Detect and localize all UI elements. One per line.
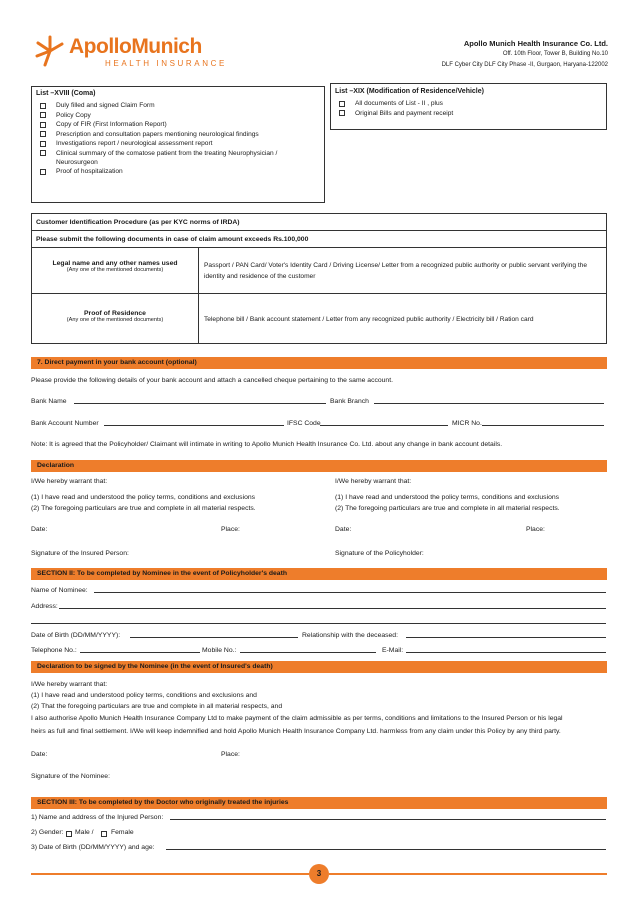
nominee-name-label: Name of Nominee: bbox=[31, 587, 88, 594]
policyholder-signature-label: Signature of the Policyholder: bbox=[335, 550, 424, 557]
ifsc-label: IFSC Code bbox=[287, 420, 321, 427]
company-address bbox=[442, 38, 608, 71]
nominee-item2: (2) That the foregoing particulars are true and complete in all material respects, and bbox=[31, 703, 283, 710]
email-label: E-Mail: bbox=[382, 647, 404, 654]
nominee-address-field-2[interactable] bbox=[31, 623, 606, 624]
nominee-address-field[interactable] bbox=[59, 608, 606, 609]
female-checkbox[interactable] bbox=[101, 831, 107, 837]
micr-field[interactable] bbox=[482, 425, 604, 426]
insured-signature-label: Signature of the Insured Person: bbox=[31, 550, 129, 557]
address-line-2: DLF Cyber City DLF City Phase -II, Gurgaon, Haryana-122002 bbox=[441, 62, 608, 68]
mobile-label: Mobile No.: bbox=[202, 647, 237, 654]
nominee-place-label: Place: bbox=[221, 751, 240, 758]
checklist-item: All documents of List - II , plus bbox=[339, 99, 602, 108]
declaration-item1-left: (1) I have read and understood the policy terms, conditions and exclusions bbox=[31, 494, 256, 501]
checklist-item: Clinical summary of the comatose patient from the treating Neurophysician / Neurosurgeon bbox=[40, 149, 320, 167]
footer-rule-left bbox=[31, 873, 309, 875]
kyc-table bbox=[31, 213, 607, 344]
nominee-declaration-header: Declaration to be signed by the Nominee (in the event of Insured's death) bbox=[31, 661, 607, 673]
injured-dob-field[interactable] bbox=[166, 849, 606, 850]
injured-name-label: 1) Name and address of the Injured Person: bbox=[31, 814, 164, 821]
checkbox[interactable] bbox=[339, 101, 345, 107]
nominee-authorisation-line2: heirs as full and final settlement. I/We will keep indemnified and hold Apollo Munich Health Insurance Company Ltd. harmless from any claim under this Policy by any third party. bbox=[31, 728, 561, 735]
declaration-warrant-left: I/We hereby warrant that: bbox=[31, 478, 108, 485]
checklist-item: Investigations report / neurological assessment report bbox=[40, 139, 320, 148]
telephone-field[interactable] bbox=[80, 652, 200, 653]
company-logo bbox=[33, 34, 233, 68]
footer-rule-right bbox=[329, 873, 607, 875]
gender-label: 2) Gender: bbox=[31, 829, 64, 836]
bank-branch-label: Bank Branch bbox=[330, 398, 369, 405]
bank-name-label: Bank Name bbox=[31, 398, 67, 405]
nominee-name-field[interactable] bbox=[94, 592, 606, 593]
email-field[interactable] bbox=[406, 652, 606, 653]
nominee-dob-label: Date of Birth (DD/MM/YYYY): bbox=[31, 632, 121, 639]
checkbox[interactable] bbox=[40, 141, 46, 147]
place-label-left: Place: bbox=[221, 526, 240, 533]
injured-dob-label: 3) Date of Birth (DD/MM/YYYY) and age: bbox=[31, 844, 155, 851]
nominee-item1: (1) I have read and understood policy terms, conditions and exclusions and bbox=[31, 692, 257, 699]
kyc-row-residence bbox=[32, 294, 606, 344]
company-name: Apollo Munich Health Insurance Co. Ltd. bbox=[463, 39, 608, 48]
checkbox[interactable] bbox=[40, 169, 46, 175]
nominee-address-label: Address: bbox=[31, 603, 58, 610]
male-label: Male / bbox=[75, 829, 94, 836]
list-18-title: List –XVIII (Coma) bbox=[36, 90, 96, 97]
declaration-item2-right: (2) The foregoing particulars are true and complete in all material respects. bbox=[335, 505, 560, 512]
kyc-title: Customer Identification Procedure (as per KYC norms of IRDA) bbox=[32, 214, 606, 231]
kyc-residence-documents: Telephone bill / Bank account statement / Letter from any recognized public authority / Electricity bill / Ration card bbox=[204, 316, 534, 323]
list-19-box bbox=[330, 83, 607, 130]
male-checkbox[interactable] bbox=[66, 831, 72, 837]
checklist-item: Policy Copy bbox=[40, 111, 320, 120]
checklist-item: Original Bills and payment receipt bbox=[339, 109, 602, 118]
checklist-item: Duly filled and signed Claim Form bbox=[40, 101, 320, 110]
list-18-box bbox=[31, 86, 325, 203]
kyc-subtitle: Please submit the following documents in case of claim amount exceeds Rs.100,000 bbox=[32, 231, 606, 248]
telephone-label: Telephone No.: bbox=[31, 647, 77, 654]
mobile-field[interactable] bbox=[240, 652, 376, 653]
checkbox[interactable] bbox=[40, 112, 46, 118]
kyc-identity-documents: Passport / PAN Card/ Voter's Identity Card / Driving License/ Letter from a recognized public authority or public servant verifying the identity and residence of the customer bbox=[204, 262, 588, 280]
address-line-1: Off. 10th Floor, Tower B, Building No.10 bbox=[502, 51, 608, 57]
female-label: Female bbox=[111, 829, 134, 836]
nominee-authorisation-line1: I also authorise Apollo Munich Health Insurance Company Ltd to make payment of the claim admissible as per terms, conditions and limitations to the Insured Person or his legal bbox=[31, 715, 563, 722]
nominee-signature-label: Signature of the Nominee: bbox=[31, 773, 110, 780]
section-3-header: SECTION III: To be completed by the Doctor who originally treated the injuries bbox=[31, 797, 607, 809]
declaration-item2-left: (2) The foregoing particulars are true and complete in all material respects. bbox=[31, 505, 256, 512]
checkbox[interactable] bbox=[339, 110, 345, 116]
bank-branch-field[interactable] bbox=[374, 403, 604, 404]
nominee-dob-field[interactable] bbox=[130, 637, 298, 638]
date-label-right: Date: bbox=[335, 526, 352, 533]
checkbox[interactable] bbox=[40, 131, 46, 137]
checkbox[interactable] bbox=[40, 103, 46, 109]
checklist-item: Copy of FIR (First Information Report) bbox=[40, 120, 320, 129]
list-19-title: List –XIX (Modification of Residence/Vehicle) bbox=[335, 88, 484, 95]
checkbox[interactable] bbox=[40, 122, 46, 128]
kyc-residence-label-cell: Proof of Residence (Any one of the mentioned documents) bbox=[32, 294, 199, 344]
date-label-left: Date: bbox=[31, 526, 48, 533]
bank-intro: Please provide the following details of your bank account and attach a cancelled cheque pertaining to the same account. bbox=[31, 377, 393, 384]
account-number-label: Bank Account Number bbox=[31, 420, 99, 427]
injured-name-field[interactable] bbox=[170, 819, 606, 820]
ifsc-field[interactable] bbox=[320, 425, 448, 426]
relationship-label: Relationship with the deceased: bbox=[302, 632, 398, 639]
account-number-field[interactable] bbox=[104, 425, 284, 426]
declaration-item1-right: (1) I have read and understood the policy terms, conditions and exclusions bbox=[335, 494, 560, 501]
relationship-field[interactable] bbox=[406, 637, 606, 638]
section-2-header: SECTION II: To be completed by Nominee in the event of Policyholder's death bbox=[31, 568, 607, 580]
checklist-item: Proof of hospitalization bbox=[40, 167, 320, 176]
kyc-identity-label-cell: Legal name and any other names used (Any one of the mentioned documents) bbox=[32, 248, 199, 293]
checklist-item: Prescription and consultation papers mentioning neurological findings bbox=[40, 130, 320, 139]
bank-name-field[interactable] bbox=[74, 403, 326, 404]
bank-section-header: 7. Direct payment in your bank account (optional) bbox=[31, 357, 607, 369]
declaration-warrant-right: I/We hereby warrant that: bbox=[335, 478, 412, 485]
checkbox[interactable] bbox=[40, 150, 46, 156]
micr-label: MICR No. bbox=[452, 420, 482, 427]
declaration-header: Declaration bbox=[31, 460, 607, 472]
logo-subtitle: HEALTH INSURANCE bbox=[105, 59, 227, 68]
bank-note: Note: It is agreed that the Policyholder/ Claimant will intimate in writing to Apollo Munich Health Insurance Co. Ltd. about any change in bank account details. bbox=[31, 441, 503, 448]
page-number: 3 bbox=[309, 864, 329, 884]
kyc-row-identity bbox=[32, 248, 606, 294]
logo-starburst-icon bbox=[33, 34, 67, 68]
logo-name: ApolloMunich bbox=[69, 35, 202, 58]
nominee-date-label: Date: bbox=[31, 751, 48, 758]
nominee-warrant: I/We hereby warrant that: bbox=[31, 681, 108, 688]
place-label-right: Place: bbox=[526, 526, 545, 533]
